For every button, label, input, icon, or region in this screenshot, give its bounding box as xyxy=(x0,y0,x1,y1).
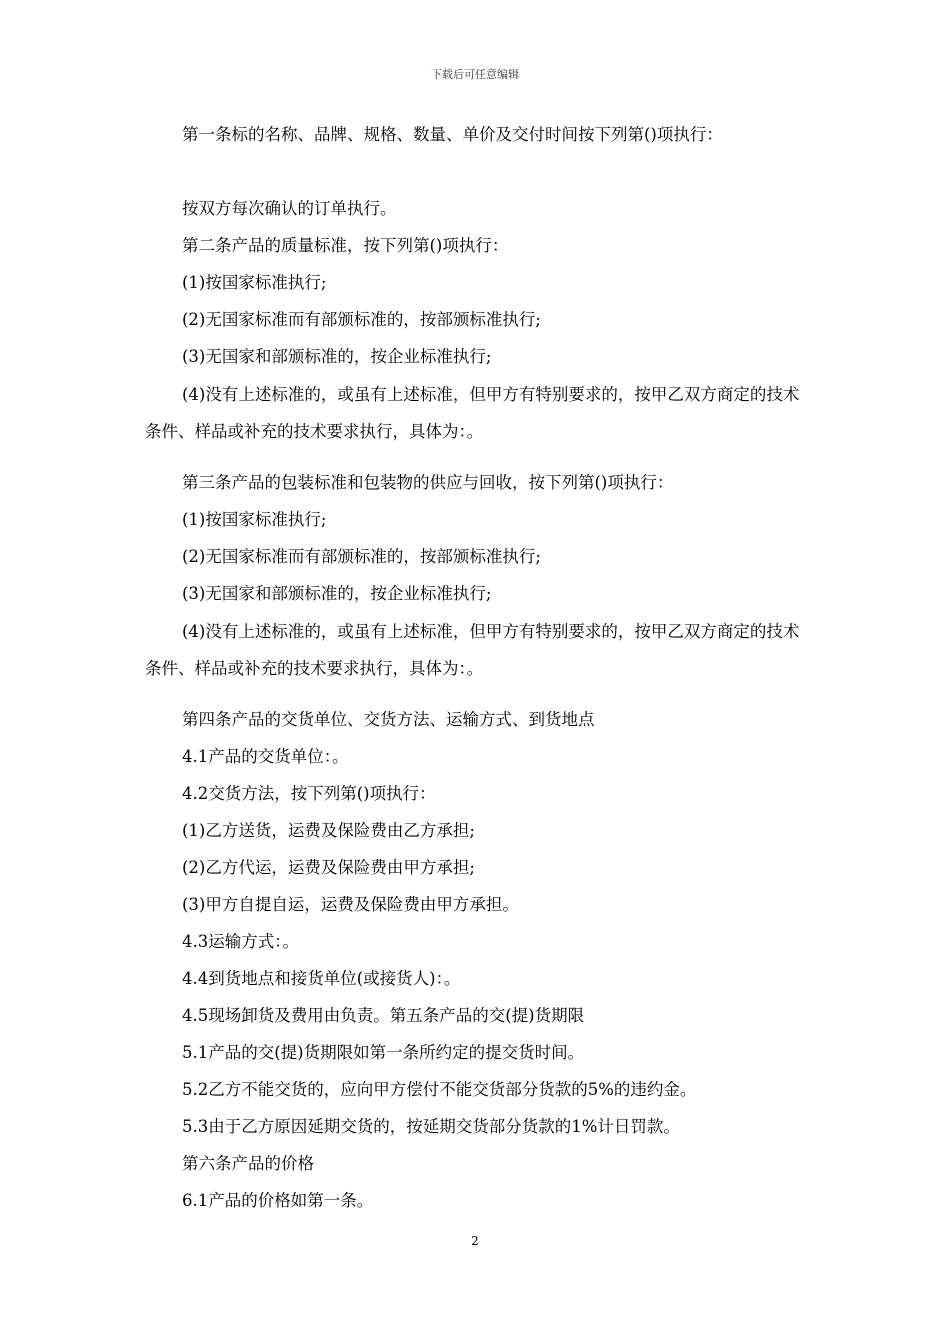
clause-4-2-item-1: (1)乙方送货，运费及保险费由乙方承担; xyxy=(182,821,475,840)
clause-3-item-2: (2)无国家标准而有部颁标准的，按部颁标准执行; xyxy=(182,547,541,566)
clause-5-3: 5.3由于乙方原因延期交货的，按延期交货部分货款的1%计日罚款。 xyxy=(182,1117,680,1136)
clause-4-2-item-2: (2)乙方代运，运费及保险费由甲方承担; xyxy=(182,858,475,877)
clause-6-heading: 第六条产品的价格 xyxy=(182,1154,314,1173)
clause-3-item-3: (3)无国家和部颁标准的，按企业标准执行; xyxy=(182,584,492,603)
clause-2-heading: 第二条产品的质量标准，按下列第()项执行： xyxy=(182,236,509,255)
document-body xyxy=(145,124,815,1227)
clause-3-item-1: (1)按国家标准执行; xyxy=(182,510,327,529)
clause-3-heading: 第三条产品的包装标准和包装物的供应与回收，按下列第()项执行： xyxy=(182,473,674,492)
clause-3-item-4: (4)没有上述标准的，或虽有上述标准，但甲方有特别要求的，按甲乙双方商定的技术条件、样品或补充的技术要求执行，具体为：。 xyxy=(145,622,800,678)
clause-2-item-2: (2)无国家标准而有部颁标准的，按部颁标准执行; xyxy=(182,310,541,329)
spacer xyxy=(145,161,815,198)
clause-2-item-1: (1)按国家标准执行; xyxy=(182,273,327,292)
clause-4-2-item-3: (3)甲方自提自运，运费及保险费由甲方承担。 xyxy=(182,895,519,914)
clause-2-item-3: (3)无国家和部颁标准的，按企业标准执行; xyxy=(182,347,492,366)
clause-2-item-4: (4)没有上述标准的，或虽有上述标准，但甲方有特别要求的，按甲乙双方商定的技术条件、样品或补充的技术要求执行，具体为：。 xyxy=(145,385,800,441)
clause-1-text: 按双方每次确认的订单执行。 xyxy=(182,199,397,218)
page-header: 下载后可任意编辑 xyxy=(431,68,519,81)
clause-6-1: 6.1产品的价格如第一条。 xyxy=(182,1191,374,1210)
clause-4-4: 4.4到货地点和接货单位(或接货人)：。 xyxy=(182,969,461,988)
clause-1-heading: 第一条标的名称、品牌、规格、数量、单价及交付时间按下列第()项执行： xyxy=(182,125,723,144)
clause-4-5: 4.5现场卸货及费用由负责。第五条产品的交(提)货期限 xyxy=(182,1006,585,1025)
page-number: 2 xyxy=(471,1234,479,1248)
clause-4-3: 4.3运输方式：。 xyxy=(182,932,299,951)
clause-4-heading: 第四条产品的交货单位、交货方法、运输方式、到货地点 xyxy=(182,710,595,729)
clause-4-2: 4.2交货方法，按下列第()项执行： xyxy=(182,784,436,803)
clause-4-1: 4.1产品的交货单位：。 xyxy=(182,747,349,766)
clause-5-2: 5.2乙方不能交货的，应向甲方偿付不能交货部分货款的5%的违约金。 xyxy=(182,1080,697,1099)
clause-5-1: 5.1产品的交(提)货期限如第一条所约定的提交货时间。 xyxy=(182,1043,585,1062)
